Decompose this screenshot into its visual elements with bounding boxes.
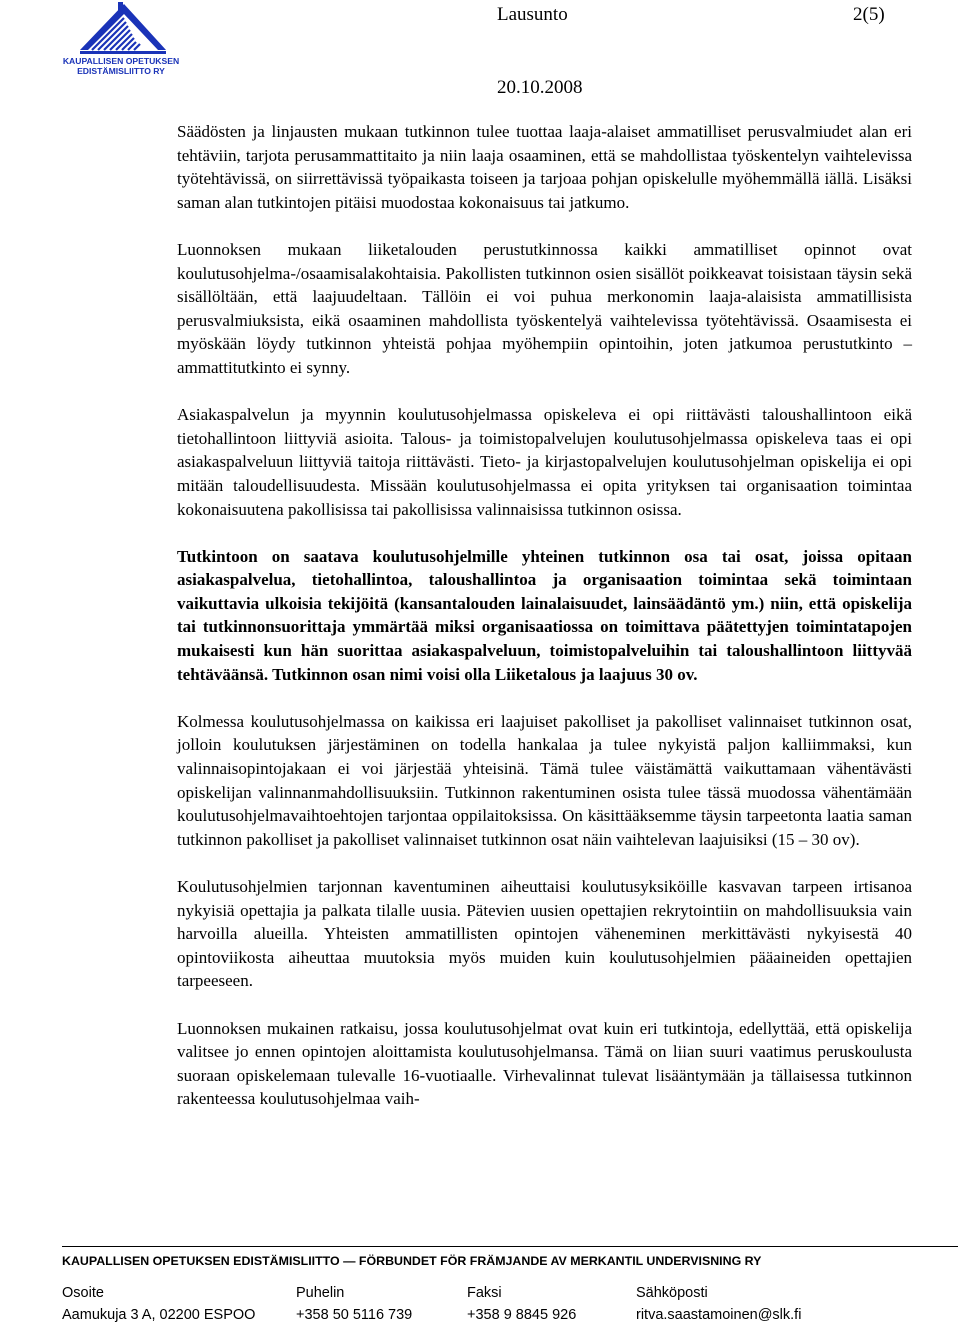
footer-fax-label: Faksi <box>467 1285 502 1301</box>
paragraph-bold-proposal: Tutkintoon on saatava koulutusohjelmille yhteinen tutkinnon osa tai osat, joissa opitaan asiakaspalvelua, tietohallintoa, taloushallintoa ja organisaation toimintaa sekä toimintaan vaikuttavia ulkoisia tekijöitä (kansantalouden lainalaisuudet, lainsäädäntö ym.) niin, että opiskelija tai tutkinnonsuorittaja ymmärtää miksi organisaatiossa on toimittava päätettyjen toimintatapojen mukaisesti kun hän suorittaa asiakaspalveluun, toimistopalveluihin tai taloushallintoon liittyvää tehtäväänsä. Tutkinnon osan nimi voisi olla Liiketalous ja laajuus 30 ov. <box>177 546 912 684</box>
document-type: Lausunto <box>497 4 568 25</box>
footer-email-label: Sähköposti <box>636 1285 708 1301</box>
page-number: 2(5) <box>853 4 885 25</box>
footer-email-value[interactable]: ritva.saastamoinen@slk.fi <box>636 1307 802 1323</box>
footer-email <box>636 1284 801 1324</box>
footer-organization: KAUPALLISEN OPETUKSEN EDISTÄMISLIITTO — FÖRBUNDET FÖR FRÄMJANDE AV MERKANTIL UNDERVISNING RY <box>62 1254 762 1268</box>
paragraph: Säädösten ja linjausten mukaan tutkinnon tulee tuottaa laaja-alaiset ammatilliset perusvalmiudet alan eri tehtäviin, tarjota perusammattitaito ja niin laaja osaaminen, että se mahdollistaa työskentelyn vaihtelevissa työtehtävissä, on siirrettävissä työpaikasta toiseen ja tarjoaa pohjan opiskelulle myöhemmällä iällä. Lisäksi saman alan tutkintojen pitäisi muodostaa kokonaisuus tai jatkumo. <box>177 122 912 212</box>
paragraph: Luonnoksen mukainen ratkaisu, jossa koulutusohjelmat ovat kuin eri tutkintoja, edellyttää, että opiskelija valitsee jo ennen opintojen aloittamista koulutusohjelmansa. Tämä on liian suuri vaatimus peruskoulusta suoraan opiskelemaan tulevalle 16-vuotiaalle. Virhevalinnat tulevat lisääntymään ja tällaisessa tutkinnon rakenteessa koulutusohjelmaa vaih- <box>177 1018 912 1109</box>
paragraph: Koulutusohjelmien tarjonnan kaventuminen aiheuttaisi koulutusyksiköille kasvavan tarpeen irtisanoa nykyisiä opettajia ja palkata tilalle uusia. Pätevien uusien opettajien rekrytointiin on mahdollisuuksia vain harvoilla alueilla. Yhteisten ammatillisten opintojen väheneminen merkittävästi nykyisestä 40 opintoviikosta aiheuttaa muutoksia myös muiden kuin koulutusohjelmien pääaineiden opettajien tarpeeseen. <box>177 877 912 991</box>
footer-address-value: Aamukuja 3 A, 02200 ESPOO <box>62 1307 256 1323</box>
footer-address-label: Osoite <box>62 1285 104 1301</box>
footer-phone-label: Puhelin <box>296 1285 345 1301</box>
paragraph: Luonnoksen mukaan liiketalouden perustutkinnossa kaikki ammatilliset opinnot ovat koulutusohjelma-/osaamisalakohtaisia. Pakollisten tutkinnon osien sisällöt poikkeavat toisistaan täysin sekä sisällöltään, että laajuudeltaan. Tällöin ei voi puhua merkonomin laaja-alaisista ammatillisista perusvalmiuksista, eikä osaaminen mahdollista työskentelyä vaihtelevissa työtehtävissä. Osaamisesta ei myöskään löydy tutkinnon yhteistä pohjaa myöhempiin opintoihin, joten jatkumoa perustutkinto – ammattitutkinto ei synny. <box>177 239 912 377</box>
document-date: 20.10.2008 <box>497 77 583 98</box>
footer-address <box>62 1284 255 1324</box>
paragraph: Asiakaspalvelun ja myynnin koulutusohjelmassa opiskeleva ei opi riittävästi taloushallintoon eikä tietohallintoon liittyviä asioita. Talous- ja toimistopalvelujen koulutusohjelmassa opiskeleva taas ei opi asiakaspalveluun liittyviä taitoja riittävästi. Tieto- ja kirjastopalvelujen koulutusohjelman opiskelija ei opi mitään taloudellisuudesta. Missään koulutusohjelmassa ei opita yrityksen tai organisaation toimintaa kokonaisuutena pakollisissa tai pakollisissa valinnaisissa tutkinnon osissa. <box>177 405 912 519</box>
footer-fax <box>467 1284 576 1324</box>
footer-divider <box>62 1246 958 1247</box>
logo-text-line2: EDISTÄMISLIITTO RY <box>77 66 165 76</box>
logo-text-line1: KAUPALLISEN OPETUKSEN <box>62 56 180 66</box>
footer-fax-value: +358 9 8845 926 <box>467 1307 577 1323</box>
statement-body <box>177 120 912 1135</box>
footer-phone <box>296 1284 412 1324</box>
organization-logo <box>62 0 180 80</box>
logo-graphic <box>62 0 180 80</box>
paragraph: Kolmessa koulutusohjelmassa on kaikissa eri laajuiset pakolliset ja pakolliset valinnaiset tutkinnon osat, jolloin koulutuksen järjestäminen on todella hankalaa ja tulee nykyistä paljon kalliimmaksi, kun valinnaisopintojakaan ei voi järjestää yhteisinä. Tämä tulee väistämättä vaikuttamaan vähentävästi opiskelijan valinnanmahdollisuuksiin. Tutkinnon rakentuminen osista tulee tässä muodossa vähentämään koulutusohjelmavaihtoehtojen tarjontaa oppilaitoksissa. On käsittääksemme täysin tarpeetonta laatia saman tutkinnon pakolliset ja pakolliset valinnaiset tutkinnon osat näin vaihtelevan laajuisiksi (15 – 30 ov). <box>177 711 912 849</box>
footer-phone-value: +358 50 5116 739 <box>296 1307 413 1323</box>
